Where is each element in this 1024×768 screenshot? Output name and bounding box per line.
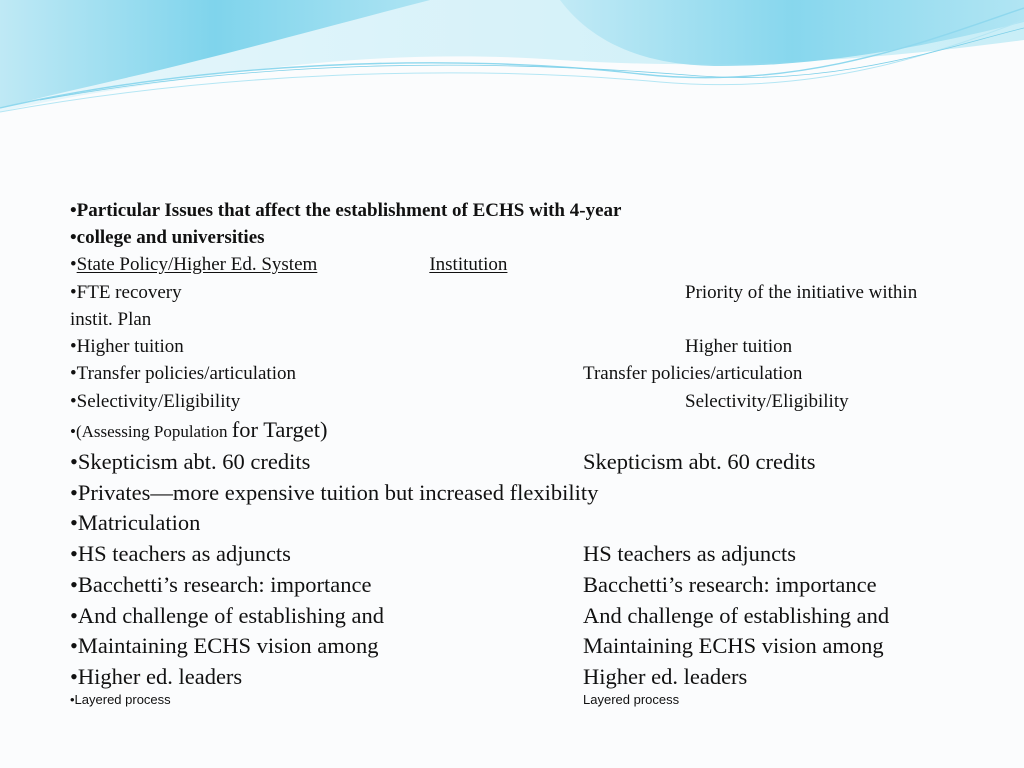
heading-line-1: •Particular Issues that affect the establishment of ECHS with 4-year: [70, 200, 622, 221]
row-maintaining-left: •Maintaining ECHS vision among: [70, 633, 379, 658]
row-selectivity-left: •Selectivity/Eligibility: [70, 391, 241, 412]
column-header-underlined: [77, 254, 508, 275]
row-challenge-left: •And challenge of establishing and: [70, 603, 385, 628]
row-challenge-right: And challenge of establishing and: [583, 603, 890, 628]
row-fte-left: •FTE recovery: [70, 282, 182, 303]
column-header-left: State Policy/Higher Ed. System: [76, 254, 318, 275]
row-layered-left: •Layered process: [70, 692, 171, 707]
row-skepticism-right: Skepticism abt. 60 credits: [583, 449, 816, 474]
row-privates: •Privates—more expensive tuition but increased flexibility: [70, 480, 599, 505]
row-bacchetti-right: Bacchetti’s research: importance: [583, 572, 877, 597]
row-leaders-left: •Higher ed. leaders: [70, 664, 243, 689]
row-tuition-left: •Higher tuition: [70, 336, 184, 357]
row-transfer-right: Transfer policies/articulation: [583, 363, 803, 384]
column-header-bullet: •: [70, 254, 77, 275]
row-fte-right: Priority of the initiative within: [685, 282, 918, 303]
assessing-part-b: for Target): [231, 417, 328, 442]
row-tuition-right: Higher tuition: [685, 336, 793, 357]
row-skepticism-left: •Skepticism abt. 60 credits: [70, 449, 311, 474]
column-header-row: [70, 255, 507, 274]
row-assessing: [70, 419, 327, 442]
row-matriculation: •Matriculation: [70, 510, 201, 535]
row-layered-right: Layered process: [583, 692, 680, 707]
row-instit-plan: instit. Plan: [70, 309, 152, 330]
row-hs-teachers-right: HS teachers as adjuncts: [583, 541, 797, 566]
row-transfer-left: •Transfer policies/articulation: [70, 363, 296, 384]
row-leaders-right: Higher ed. leaders: [583, 664, 748, 689]
row-bacchetti-left: •Bacchetti’s research: importance: [70, 572, 372, 597]
assessing-part-a: •(Assessing Population: [70, 422, 232, 441]
row-hs-teachers-left: •HS teachers as adjuncts: [70, 541, 291, 566]
row-selectivity-right: Selectivity/Eligibility: [685, 391, 849, 412]
row-maintaining-right: Maintaining ECHS vision among: [583, 633, 884, 658]
heading-line-2: •college and universities: [70, 227, 265, 248]
column-header-right: Institution: [429, 254, 508, 275]
